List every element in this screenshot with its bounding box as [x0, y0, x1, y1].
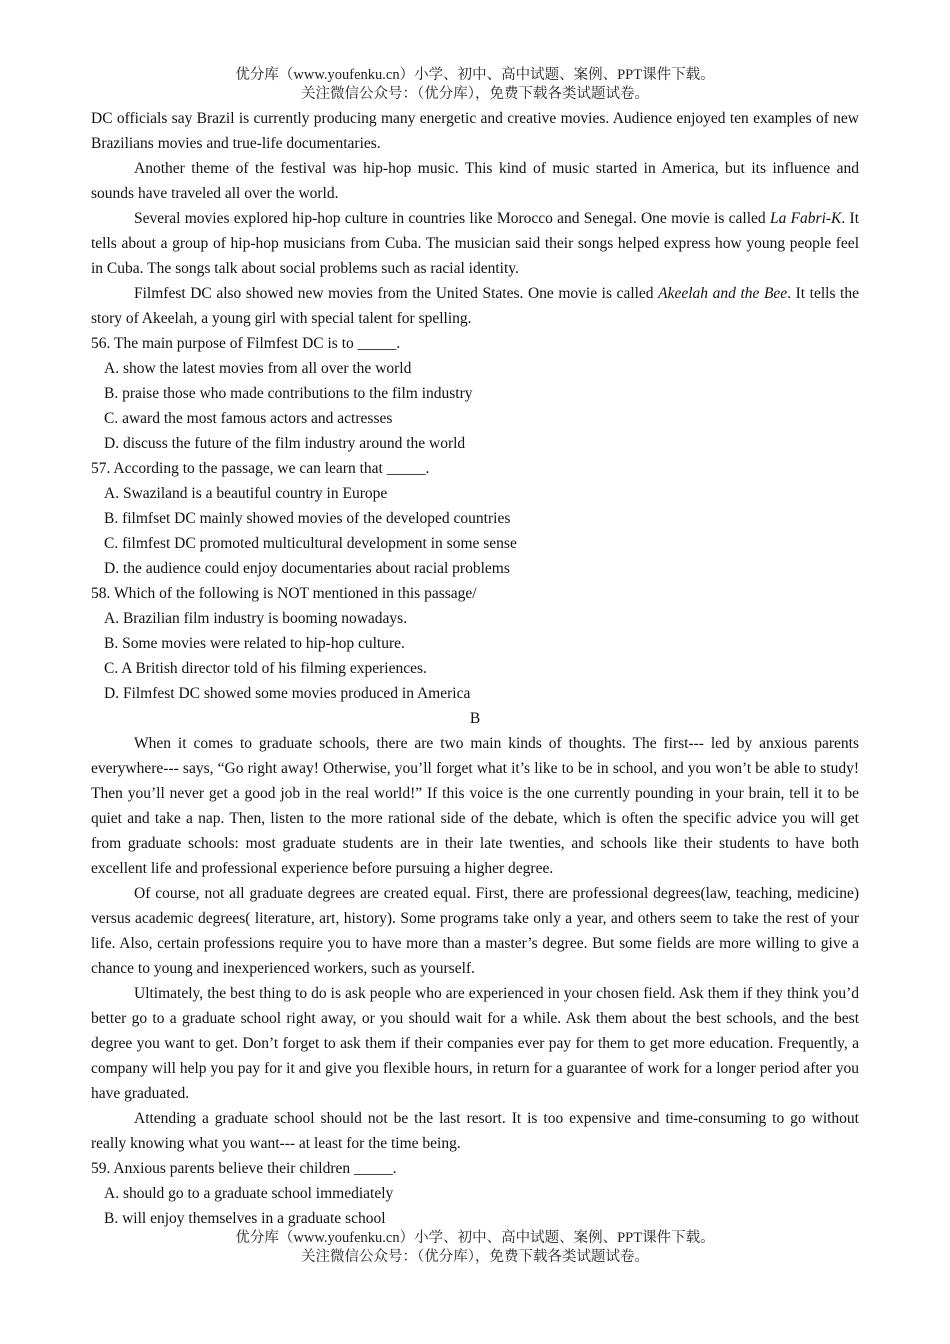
question-stem: 58. Which of the following is NOT mentioned in this passage/ — [91, 585, 477, 602]
section-b-label: B — [469, 710, 481, 727]
paragraph-text: . It tells about a group of hip-hop musicians from Cuba. The musician said their songs helped express how young people feel in Cuba. The songs talk about social problems such as racial identity. — [91, 210, 860, 277]
question-option: A. should go to a graduate school immediately — [104, 1185, 394, 1202]
header-line-2: 关注微信公众号：（优分库），免费下载各类试题试卷。 — [301, 86, 649, 102]
passage-a-paragraph-2: Another theme of the festival was hip-hop music. This kind of music started in America, but its influence and sounds have traveled all over the world. — [91, 160, 859, 202]
question-option: A. Swaziland is a beautiful country in Europe — [104, 485, 388, 502]
header-line-1: 优分库（www.youfenku.cn）小学、初中、高中试题、案例、PPT课件下载。 — [235, 67, 715, 83]
question-option: C. A British director told of his filming experiences. — [104, 660, 427, 677]
question-stem: 56. The main purpose of Filmfest DC is to _____. — [91, 335, 401, 352]
question-option: D. discuss the future of the film industry around the world — [104, 435, 466, 452]
paragraph-text: Filmfest DC also showed new movies from the United States. One movie is called — [134, 285, 659, 302]
question-option: D. Filmfest DC showed some movies produced in America — [104, 685, 471, 702]
footer-line-2: 关注微信公众号：（优分库），免费下载各类试题试卷。 — [301, 1249, 649, 1265]
question-option: C. filmfest DC promoted multicultural development in some sense — [104, 535, 517, 552]
passage-b-paragraph-2: Of course, not all graduate degrees are created equal. First, there are professional degrees(law, teaching, medicine) versus academic degrees( literature, art, history). Some programs take only a year, and others seem to take the rest of your life. Also, certain professions require you to have more than a master’s degree. But some fields are more willing to give a chance to young and inexperienced workers, such as yourself. — [91, 885, 859, 977]
passage-a-paragraph-4 — [91, 281, 859, 331]
paragraph-text: Several movies explored hip-hop culture in countries like Morocco and Senegal. One movie is called — [134, 210, 770, 227]
paragraph-text: . It tells the story of Akeelah, a young girl with special talent for spelling. — [91, 285, 859, 327]
question-56 — [91, 331, 859, 456]
question-58 — [91, 581, 859, 706]
passage-a-paragraph-1: DC officials say Brazil is currently producing many energetic and creative movies. Audience enjoyed ten examples of new Brazilians movies and true-life documentaries. — [91, 110, 859, 152]
question-57 — [91, 456, 859, 581]
movie-title: La Fabri-K — [769, 210, 842, 227]
question-option: B. will enjoy themselves in a graduate school — [104, 1210, 386, 1227]
question-option: A. show the latest movies from all over the world — [104, 360, 412, 377]
question-stem: 59. Anxious parents believe their children _____. — [91, 1160, 397, 1177]
movie-title: Akeelah and the Bee — [658, 285, 788, 302]
question-option: B. filmfset DC mainly showed movies of the developed countries — [104, 510, 511, 527]
question-option: D. the audience could enjoy documentaries about racial problems — [104, 560, 510, 577]
passage-b-paragraph-3: Ultimately, the best thing to do is ask people who are experienced in your chosen field. Ask them if they think you’d better go to a graduate school right away, or you should wait for a while. Ask them about the best schools, and the best degree you want to get. Don’t forget to ask them if their companies ever pay for them to get more education. Frequently, a company will help you pay for it and give you flexible hours, in return for a guarantee of work for a longer period after you have graduated. — [91, 985, 859, 1102]
question-59 — [91, 1156, 859, 1231]
question-stem: 57. According to the passage, we can learn that _____. — [91, 460, 430, 477]
question-option: B. praise those who made contributions to the film industry — [104, 385, 473, 402]
page-header — [0, 66, 950, 104]
passage-a-paragraph-3 — [91, 206, 859, 281]
footer-line-1: 优分库（www.youfenku.cn）小学、初中、高中试题、案例、PPT课件下载。 — [235, 1230, 715, 1246]
passage-b-paragraph-4: Attending a graduate school should not be the last resort. It is too expensive and time-consuming to go without really knowing what you want--- at least for the time being. — [91, 1110, 859, 1152]
question-option: A. Brazilian film industry is booming nowadays. — [104, 610, 408, 627]
question-option: C. award the most famous actors and actresses — [104, 410, 393, 427]
page-footer — [0, 1229, 950, 1267]
question-option: B. Some movies were related to hip-hop culture. — [104, 635, 405, 652]
document-body — [91, 106, 859, 1231]
passage-b-paragraph-1: When it comes to graduate schools, there are two main kinds of thoughts. The first--- led by anxious parents everywhere--- says, “Go right away! Otherwise, you’ll forget what it’s like to be in school, and you won’t be able to study! Then you’ll never get a good job in the real world!” If this voice is the one currently pounding in your brain, tell it to be quiet and take a nap. Then, listen to the more rational side of the debate, which is often the specific advice you will get from graduate schools: most graduate students are in their late twenties, and schools like their students to have both excellent life and professional experience before pursuing a higher degree. — [91, 735, 859, 877]
